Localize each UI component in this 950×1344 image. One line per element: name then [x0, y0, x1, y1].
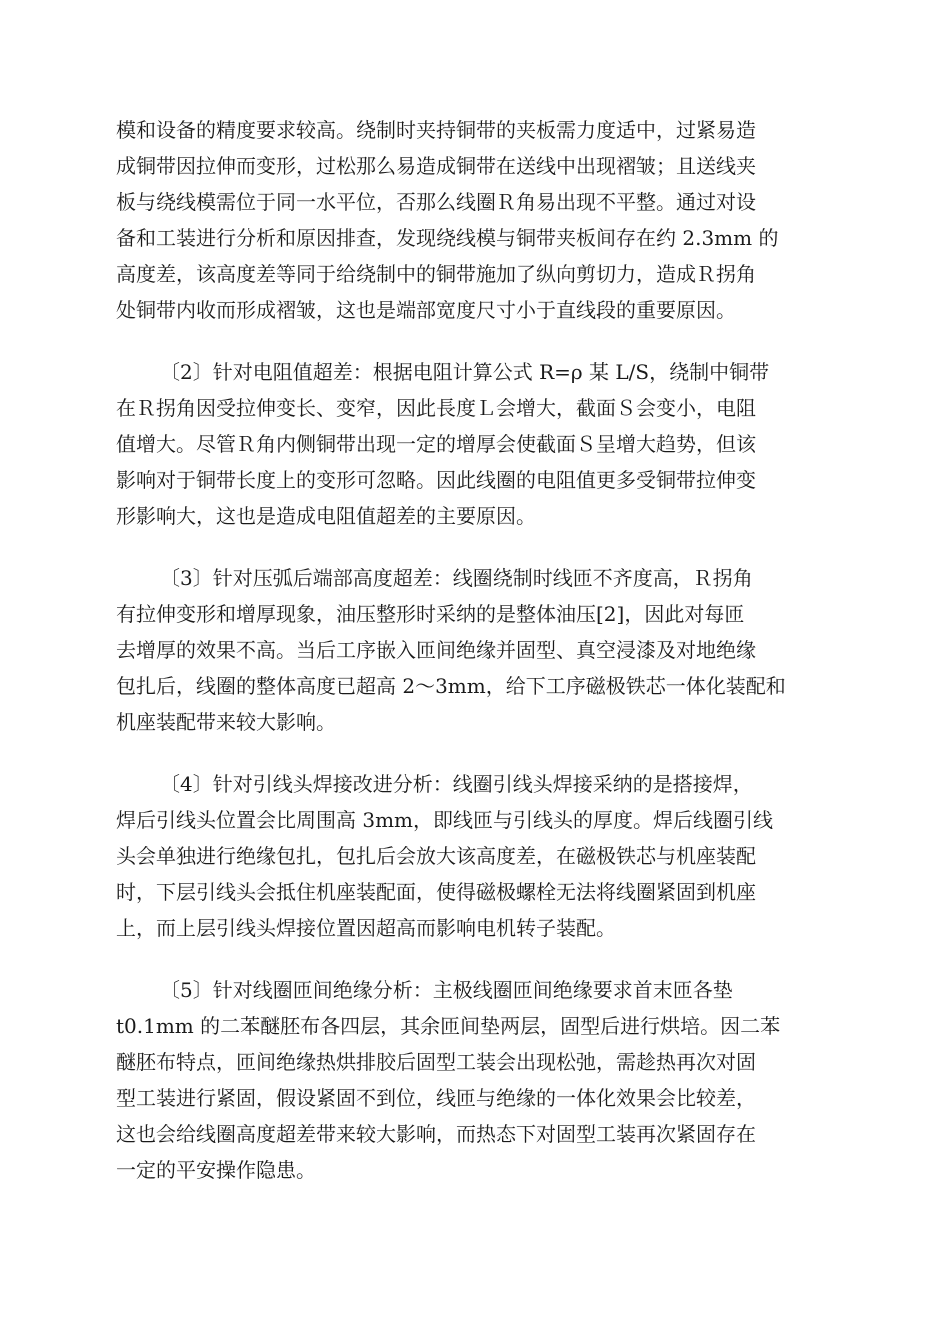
text-line: 一定的平安操作隐患。 [116, 1158, 316, 1182]
text-line: 包扎后，线圈的整体高度已超高 2～3mm，给下工序磁极铁芯一体化装配和 [116, 674, 786, 698]
text-line: 成铜带因拉伸而变形，过松那么易造成铜带在送线中出现褶皱；且送线夹 [116, 154, 756, 178]
text-line: 模和设备的精度要求较高。绕制时夹持铜带的夹板需力度适中，过紧易造 [116, 118, 756, 142]
paragraph-1 [116, 112, 836, 328]
text-line: 〔4〕针对引线头焊接改进分析：线圈引线头焊接采纳的是搭接焊， [160, 772, 753, 796]
text-line: 这也会给线圈高度超差带来较大影响，而热态下对固型工装再次紧固存在 [116, 1122, 756, 1146]
text-line: 处铜带内收而形成褶皱，这也是端部宽度尺寸小于直线段的重要原因。 [116, 298, 736, 322]
paragraph-3 [116, 560, 836, 740]
text-line: 〔2〕针对电阻值超差：根据电阻计算公式 R=ρ 某 L/S，绕制中铜带 [160, 360, 770, 384]
text-line: 时，下层引线头会抵住机座装配面，使得磁极螺栓无法将线圈紧固到机座 [116, 880, 756, 904]
paragraph-2 [116, 354, 836, 534]
text-line: 机座装配带来较大影响。 [116, 710, 336, 734]
text-line: 焊后引线头位置会比周围高 3mm，即线匝与引线头的厚度。焊后线圈引线 [116, 808, 774, 832]
text-line: 备和工装进行分析和原因排查，发现绕线模与铜带夹板间存在约 2.3mm 的 [116, 226, 779, 250]
text-line: 头会单独进行绝缘包扎，包扎后会放大该高度差，在磁极铁芯与机座装配 [116, 844, 756, 868]
document-body [116, 112, 836, 1214]
text-line: 高度差，该高度差等同于给绕制中的铜带施加了纵向剪切力，造成Ｒ拐角 [116, 262, 756, 286]
text-line: 去增厚的效果不高。当后工序嵌入匝间绝缘并固型、真空浸漆及对地绝缘 [116, 638, 756, 662]
text-line: 板与绕线模需位于同一水平位，否那么线圈Ｒ角易出现不平整。通过对设 [116, 190, 756, 214]
paragraph-5 [116, 972, 836, 1188]
text-line: 有拉伸变形和增厚现象，油压整形时采纳的是整体油压[2]，因此对每匝 [116, 602, 745, 626]
text-line: 值增大。尽管Ｒ角内侧铜带出现一定的增厚会使截面Ｓ呈增大趋势，但该 [116, 432, 756, 456]
text-line: 型工装进行紧固，假设紧固不到位，线匝与绝缘的一体化效果会比较差， [116, 1086, 756, 1110]
text-line: 形影响大，这也是造成电阻值超差的主要原因。 [116, 504, 536, 528]
text-line: 醚胚布特点，匝间绝缘热烘排胶后固型工装会出现松弛，需趁热再次对固 [116, 1050, 756, 1074]
paragraph-4 [116, 766, 836, 946]
text-line: 影响对于铜带长度上的变形可忽略。因此线圈的电阻值更多受铜带拉伸变 [116, 468, 756, 492]
text-line: 上，而上层引线头焊接位置因超高而影响电机转子装配。 [116, 916, 616, 940]
text-line: 在Ｒ拐角因受拉伸变长、变窄，因此長度Ｌ会增大，截面Ｓ会变小，电阻 [116, 396, 756, 420]
text-line: 〔5〕针对线圈匝间绝缘分析：主极线圈匝间绝缘要求首末匝各垫 [160, 978, 733, 1002]
text-line: 〔3〕针对压弧后端部高度超差：线圈绕制时线匝不齐度高，Ｒ拐角 [160, 566, 753, 590]
text-line: t0.1mm 的二苯醚胚布各四层，其余匝间垫两层，固型后进行烘培。因二苯 [116, 1014, 781, 1038]
